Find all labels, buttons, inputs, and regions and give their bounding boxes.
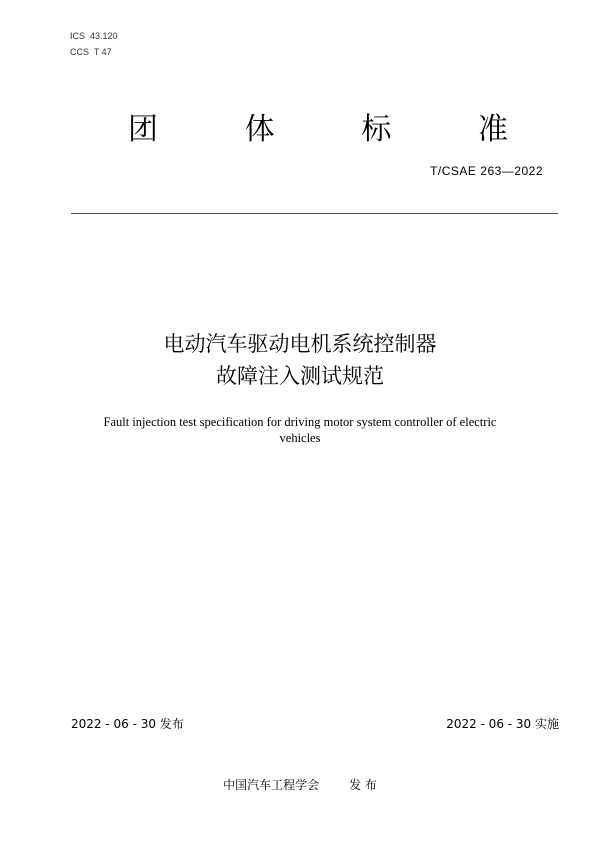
standard-type-char: 体 xyxy=(244,112,275,147)
english-title-line: vehicles xyxy=(279,431,321,445)
ics-code: ICS 43.120 xyxy=(70,31,118,41)
standard-type-char: 团 xyxy=(128,112,158,147)
ccs-code: CCS T 47 xyxy=(70,47,112,57)
chinese-title-line: 电动汽车驱动电机系统控制器 xyxy=(163,332,437,356)
chinese-title xyxy=(0,328,600,392)
publisher xyxy=(0,776,600,794)
header-divider xyxy=(71,213,558,214)
classification-codes xyxy=(70,28,118,60)
chinese-title-line: 故障注入测试规范 xyxy=(216,364,384,388)
standard-type-char: 准 xyxy=(477,112,508,147)
standard-type-heading xyxy=(128,110,508,150)
standard-type-char: 标 xyxy=(361,112,392,147)
publish-label: 发 布 xyxy=(349,778,377,792)
publisher-organization: 中国汽车工程学会 xyxy=(223,778,320,792)
implementation-date: 2022 - 06 - 30 实施 xyxy=(446,717,559,731)
english-title-line: Fault injection test specification for driving motor system controller of electric xyxy=(103,415,497,429)
standard-number: T/CSAE 263—2022 xyxy=(430,164,543,178)
english-title xyxy=(60,414,540,446)
issue-date: 2022 - 06 - 30 发布 xyxy=(71,717,184,731)
